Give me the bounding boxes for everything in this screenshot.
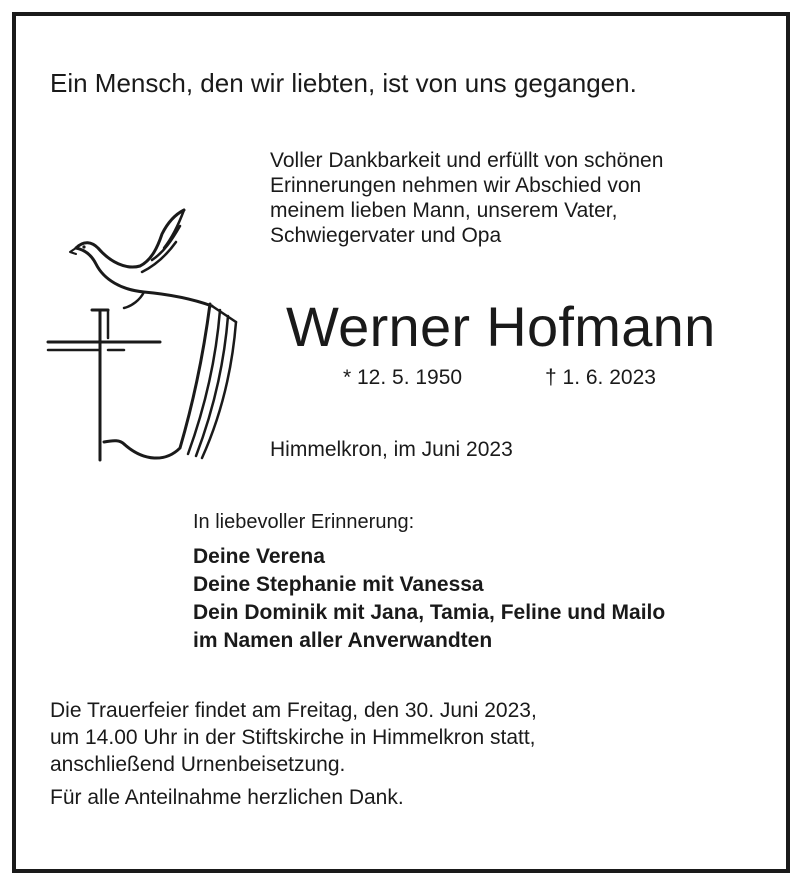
mourners-list [193, 543, 665, 655]
intro-text [270, 148, 770, 248]
memory-label: In liebevoller Erinnerung: [193, 511, 415, 533]
dove-cross-book-icon [40, 200, 260, 470]
funeral-line: Die Trauerfeier findet am Freitag, den 30. Juni 2023, [50, 699, 537, 722]
death-date: † 1. 6. 2023 [545, 366, 656, 389]
intro-line: meinem lieben Mann, unserem Vater, [270, 199, 618, 222]
intro-line: Voller Dankbarkeit und erfüllt von schönen [270, 149, 664, 172]
mourner-line: Dein Dominik mit Jana, Tamia, Feline und Mailo [193, 601, 666, 624]
intro-line: Erinnerungen nehmen wir Abschied von [270, 174, 642, 197]
funeral-line: anschließend Urnenbeisetzung. [50, 753, 346, 776]
birth-date: * 12. 5. 1950 [343, 366, 463, 389]
funeral-info [50, 697, 537, 778]
place-date: Himmelkron, im Juni 2023 [270, 438, 513, 461]
deceased-name: Werner Hofmann [286, 295, 716, 358]
mourner-line: Deine Verena [193, 545, 325, 568]
mourner-line: im Namen aller Anverwandten [193, 629, 493, 652]
intro-line: Schwiegervater und Opa [270, 224, 502, 247]
headline: Ein Mensch, den wir liebten, ist von uns gegangen. [50, 68, 637, 98]
mourner-line: Deine Stephanie mit Vanessa [193, 573, 484, 596]
thanks-text: Für alle Anteilnahme herzlichen Dank. [50, 786, 404, 809]
funeral-line: um 14.00 Uhr in der Stiftskirche in Himmelkron statt, [50, 726, 536, 749]
